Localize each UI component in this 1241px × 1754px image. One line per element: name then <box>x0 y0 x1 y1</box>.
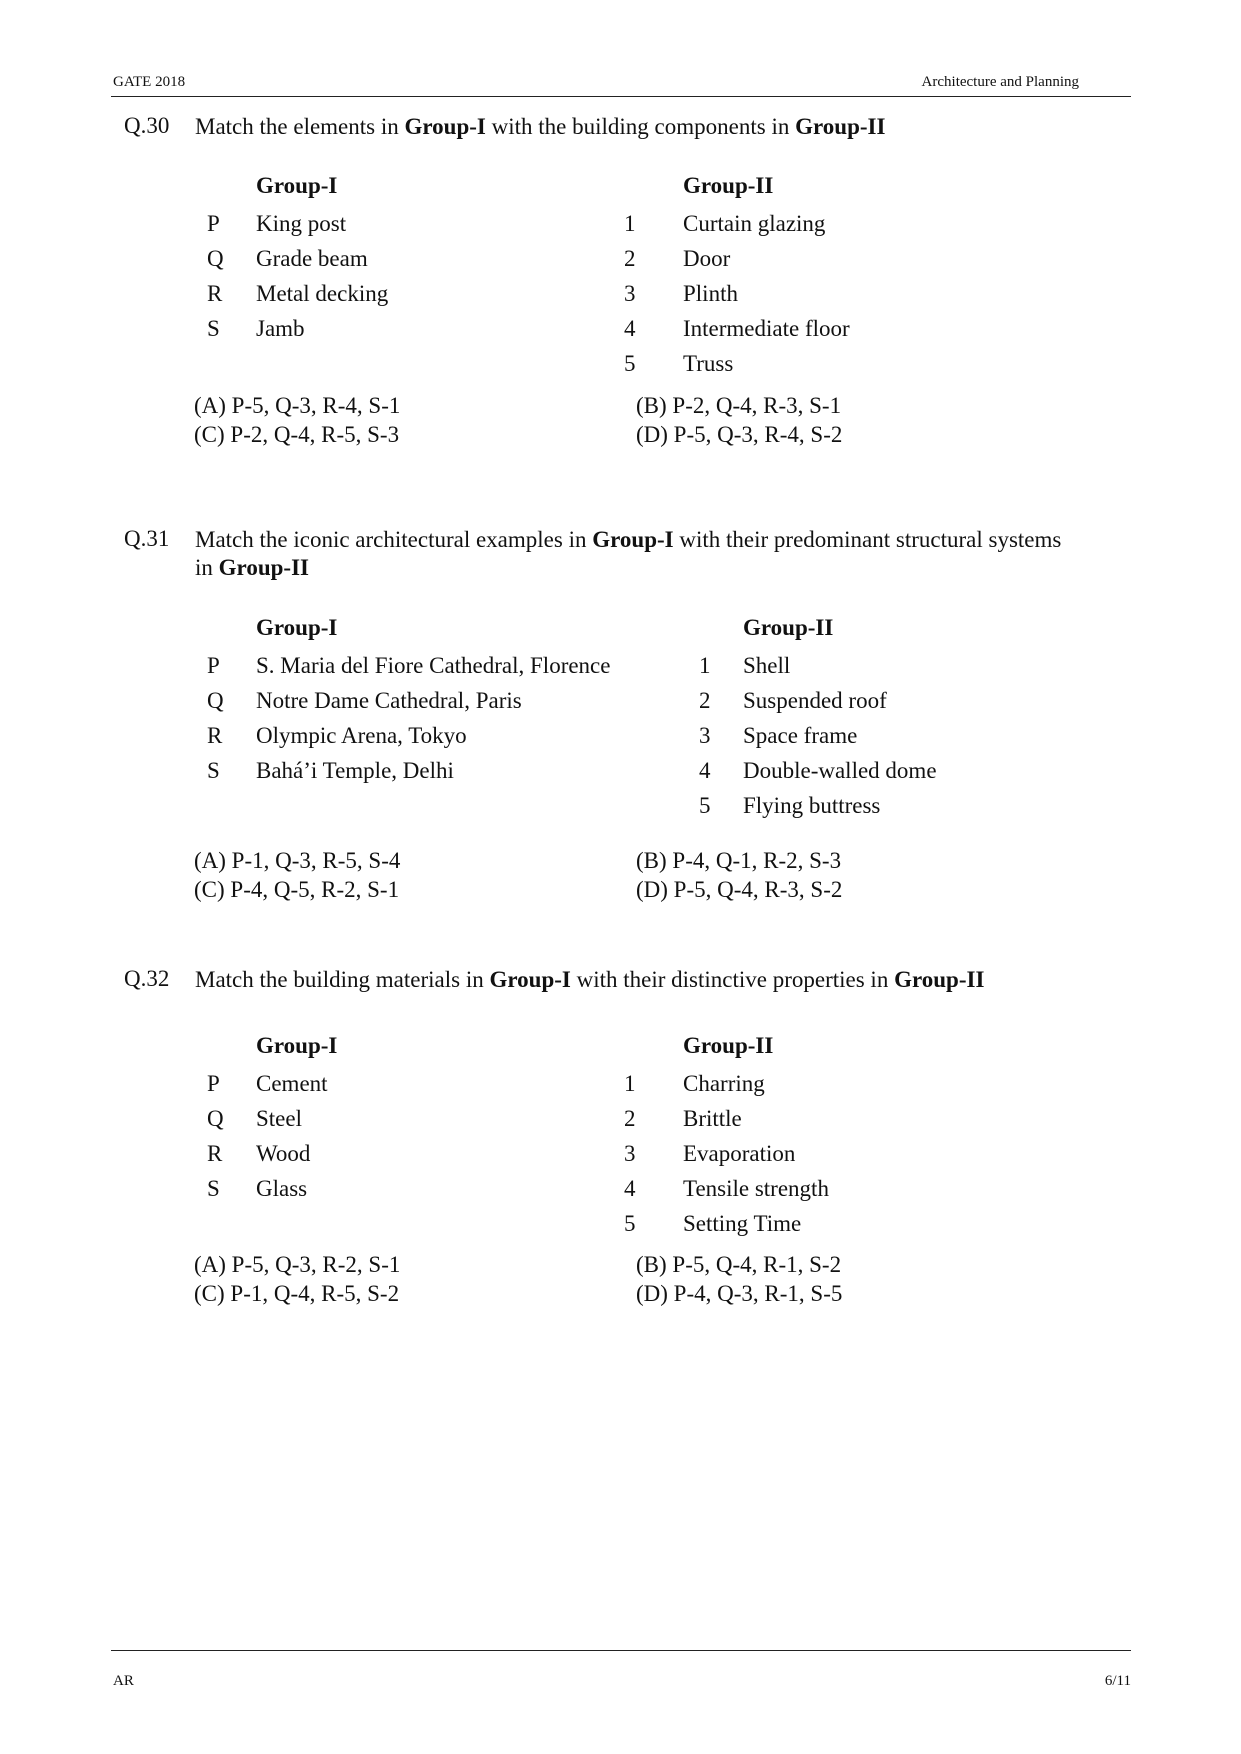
option-a[interactable]: (A) P-5, Q-3, R-2, S-1 <box>194 1252 401 1277</box>
group1-label: Q <box>207 246 224 271</box>
group2-item: Flying buttress <box>743 793 881 818</box>
group2-label: 5 <box>624 1211 636 1236</box>
group1-label: S <box>207 316 220 341</box>
group1-item: Cement <box>256 1071 328 1096</box>
group2-title: Group-II <box>743 615 834 640</box>
group2-label: 4 <box>624 1176 636 1201</box>
group1-label: R <box>207 1141 223 1166</box>
group2-item: Double-walled dome <box>743 758 937 783</box>
group1-item: Grade beam <box>256 246 368 271</box>
group2-label: 3 <box>624 1141 636 1166</box>
footer-subject-code: AR <box>113 1673 134 1689</box>
footer-rule <box>111 1650 1131 1651</box>
header-rule <box>111 96 1131 97</box>
question-number: Q.30 <box>124 113 170 138</box>
group2-label: 2 <box>624 1106 636 1131</box>
option-c[interactable]: (C) P-1, Q-4, R-5, S-2 <box>194 1281 400 1306</box>
group1-label: R <box>207 281 223 306</box>
option-d[interactable]: (D) P-5, Q-3, R-4, S-2 <box>636 422 843 447</box>
group2-item: Setting Time <box>683 1211 802 1236</box>
group2-title: Group-II <box>683 1033 774 1058</box>
group1-item: Olympic Arena, Tokyo <box>256 723 467 748</box>
group1-label: R <box>207 723 223 748</box>
group1-label: S <box>207 758 220 783</box>
group2-label: 4 <box>699 758 711 783</box>
group2-item: Suspended roof <box>743 688 887 713</box>
option-b[interactable]: (B) P-2, Q-4, R-3, S-1 <box>636 393 842 418</box>
group1-item: Steel <box>256 1106 302 1131</box>
group2-label: 3 <box>624 281 636 306</box>
page-number: 6/11 <box>1104 1673 1131 1689</box>
option-c[interactable]: (C) P-4, Q-5, R-2, S-1 <box>194 877 400 902</box>
group2-item: Door <box>683 246 731 271</box>
group2-item: Curtain glazing <box>683 211 826 236</box>
question-stem: Match the elements in Group-I with the building components in Group-II <box>195 114 886 139</box>
group1-label: P <box>207 653 220 678</box>
group2-item: Intermediate floor <box>683 316 850 341</box>
group2-item: Plinth <box>683 281 738 306</box>
question-number: Q.32 <box>124 966 170 991</box>
group1-label: P <box>207 1071 220 1096</box>
question-stem: Match the iconic architectural examples in Group-I with their predominant structural systems in Group-II <box>195 527 1062 580</box>
group2-label: 4 <box>624 316 636 341</box>
group2-item: Truss <box>683 351 734 376</box>
group2-label: 5 <box>624 351 636 376</box>
option-d[interactable]: (D) P-5, Q-4, R-3, S-2 <box>636 877 843 902</box>
group1-item: Notre Dame Cathedral, Paris <box>256 688 522 713</box>
group1-item: Glass <box>256 1176 308 1201</box>
option-d[interactable]: (D) P-4, Q-3, R-1, S-5 <box>636 1281 843 1306</box>
header-paper-name: Architecture and Planning <box>921 74 1079 90</box>
group1-label: P <box>207 211 220 236</box>
group2-item: Tensile strength <box>683 1176 829 1201</box>
group2-label: 5 <box>699 793 711 818</box>
group2-item: Brittle <box>683 1106 742 1131</box>
group2-label: 3 <box>699 723 711 748</box>
group2-title: Group-II <box>683 173 774 198</box>
group2-label: 1 <box>699 653 711 678</box>
header-exam-title: GATE 2018 <box>113 74 186 90</box>
group2-item: Charring <box>683 1071 765 1096</box>
group1-label: Q <box>207 688 224 713</box>
option-c[interactable]: (C) P-2, Q-4, R-5, S-3 <box>194 422 400 447</box>
group1-title: Group-I <box>256 1033 338 1058</box>
group2-label: 1 <box>624 1071 636 1096</box>
option-a[interactable]: (A) P-5, Q-3, R-4, S-1 <box>194 393 401 418</box>
group1-title: Group-I <box>256 173 338 198</box>
group1-item: Jamb <box>256 316 305 341</box>
group1-label: S <box>207 1176 220 1201</box>
group1-item: Wood <box>256 1141 311 1166</box>
option-b[interactable]: (B) P-4, Q-1, R-2, S-3 <box>636 848 842 873</box>
option-a[interactable]: (A) P-1, Q-3, R-5, S-4 <box>194 848 401 873</box>
group2-label: 2 <box>624 246 636 271</box>
group1-item: Bahá’i Temple, Delhi <box>256 758 454 783</box>
question-number: Q.31 <box>124 526 170 551</box>
group1-title: Group-I <box>256 615 338 640</box>
group2-label: 1 <box>624 211 636 236</box>
group2-label: 2 <box>699 688 711 713</box>
question-stem: Match the building materials in Group-I with their distinctive properties in Group-II <box>195 967 985 992</box>
group1-item: Metal decking <box>256 281 389 306</box>
option-b[interactable]: (B) P-5, Q-4, R-1, S-2 <box>636 1252 842 1277</box>
group2-item: Space frame <box>743 723 858 748</box>
group1-item: King post <box>256 211 347 236</box>
group1-item: S. Maria del Fiore Cathedral, Florence <box>256 653 611 678</box>
group2-item: Evaporation <box>683 1141 796 1166</box>
group2-item: Shell <box>743 653 791 678</box>
group1-label: Q <box>207 1106 224 1131</box>
